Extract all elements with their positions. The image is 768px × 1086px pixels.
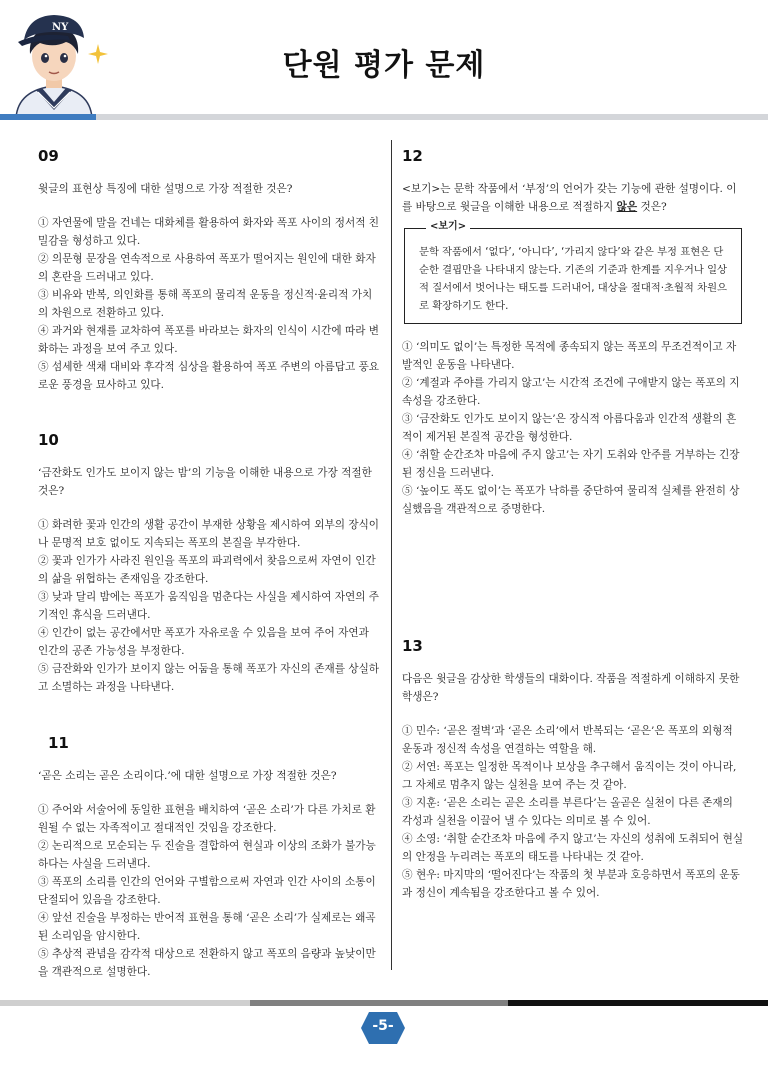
answer-option-4[interactable]: ④ 앞선 진술을 부정하는 반어적 표현을 통해 ‘곧은 소리’가 실제로는 왜곡된 소리임을 암시한다. [38,912,376,942]
question-number: 13 [402,637,423,655]
page-number: -5- [372,1018,394,1034]
answer-option-1[interactable]: ① 화려한 꽃과 인간의 생활 공간이 부재한 상황을 제시하여 외부의 장식이나 문명적 보호 없이도 지속되는 폭포의 본질을 부각한다. [38,519,380,549]
footer-rule [0,1000,768,1006]
answer-option-3[interactable]: ③ 지훈: ‘곧은 소리는 곧은 소리를 부른다’는 올곧은 실천이 다른 존재의 각성과 실천을 이끌어 낼 수 있다는 의미로 볼 수 있어. [402,797,733,827]
question-stem: 윗글의 표현상 특징에 대한 설명으로 가장 적절한 것은? [38,183,293,195]
question-number: 11 [48,734,69,752]
answer-option-4[interactable]: ④ 소영: ‘취할 순간조차 마음에 주지 않고’는 자신의 성취에 도취되어 현실의 안정을 누리려는 폭포의 태도를 나타내는 것 같아. [402,833,744,863]
answer-option-3[interactable]: ③ ‘금잔화도 인가도 보이지 않는’은 장식적 아름다움과 인간적 생활의 흔적이 제거된 본질적 공간을 형성한다. [402,413,737,443]
footer-rule-dark [508,1000,768,1006]
question-number: 12 [402,147,423,165]
question-10 [38,430,382,696]
question-09 [38,146,382,394]
column-divider [391,140,392,970]
answer-option-2[interactable]: ② ‘계절과 주야를 가리지 않고’는 시간적 조건에 구애받지 않는 폭포의 지속성을 강조한다. [402,377,740,407]
answer-option-5[interactable]: ⑤ 추상적 관념을 감각적 대상으로 전환하지 않고 폭포의 음량과 높낮이만을 객관적으로 설명한다. [38,948,376,978]
question-13 [402,636,744,902]
footer-rule-mid [250,1000,508,1006]
answer-option-2[interactable]: ② 논리적으로 모순되는 두 진술을 결합하여 현실과 이상의 조화가 불가능하다는 사실을 드러낸다. [38,840,376,870]
reference-box-label: <보기> [426,219,470,235]
answer-option-5[interactable]: ⑤ ‘높이도 폭도 없이’는 폭포가 낙하를 중단하여 물리적 실체를 완전히 상실했음을 객관적으로 증명한다. [402,485,740,515]
question-11 [38,733,382,981]
svg-text:NY: NY [52,22,69,33]
header-rule [0,114,768,120]
answer-option-1[interactable]: ① 자연물에 말을 건네는 대화체를 활용하여 화자와 폭포 사이의 정서적 친밀감을 형성하고 있다. [38,217,380,247]
question-12 [402,146,744,518]
answer-option-5[interactable]: ⑤ 현우: 마지막의 ‘떨어진다’는 작품의 첫 부분과 호응하면서 폭포의 운동과 정신이 계속됨을 강조한다고 볼 수 있어. [402,869,740,899]
answer-option-3[interactable]: ③ 폭포의 소리를 인간의 언어와 구별함으로써 자연과 인간 사이의 소통이 단절되어 있음을 강조한다. [38,876,376,906]
footer-rule-light [0,1000,250,1006]
answer-option-2[interactable]: ② 서연: 폭포는 일정한 목적이나 보상을 추구해서 움직이는 것이 아니라, 그 자체로 멈추지 않는 실천을 보여 주는 것 같아. [402,761,737,791]
question-stem: ‘금잔화도 인가도 보이지 않는 밤’의 기능을 이해한 내용으로 가장 적절한 것은? [38,467,372,497]
answer-option-1[interactable]: ① 민수: ‘곧은 절벽’과 ‘곧은 소리’에서 반복되는 ‘곧은’은 폭포의 외형적 운동과 정신적 속성을 연결하는 역할을 해. [402,725,733,755]
answer-option-4[interactable]: ④ 과거와 현재를 교차하여 폭포를 바라보는 화자의 인식이 시간에 따라 변화하는 과정을 보여 주고 있다. [38,325,380,355]
question-stem: 다음은 윗글을 감상한 학생들의 대화이다. 작품을 적절하게 이해하지 못한 학생은? [402,673,740,703]
answer-option-3[interactable]: ③ 낮과 달리 밤에는 폭포가 움직임을 멈춘다는 사실을 제시하여 자연의 주기적인 휴식을 드러낸다. [38,591,380,621]
question-stem-emphasis: 않은 [616,201,638,213]
answer-option-1[interactable]: ① ‘의미도 없이’는 특정한 목적에 종속되지 않는 폭포의 무조건적이고 자발적인 운동을 나타낸다. [402,341,737,371]
answer-option-5[interactable]: ⑤ 금잔화와 인가가 보이지 않는 어둠을 통해 폭포가 자신의 존재를 상실하고 소멸하는 과정을 나타낸다. [38,663,380,693]
question-stem-text: <보기>는 문학 작품에서 ‘부정’의 언어가 갖는 기능에 관한 설명이다. 이를 바탕으로 윗글을 이해한 내용으로 적절하지 [402,183,737,213]
reference-box [404,221,742,324]
answer-option-3[interactable]: ③ 비유와 반복, 의인화를 통해 폭포의 물리적 운동을 정신적·윤리적 가치의 차원으로 전환하고 있다. [38,289,373,319]
question-number: 09 [38,147,59,165]
answer-option-5[interactable]: ⑤ 섬세한 색채 대비와 후각적 심상을 활용하여 폭포 주변의 아름답고 풍요로운 풍경을 묘사하고 있다. [38,361,380,391]
question-number: 10 [38,431,59,449]
reference-box-body: 문학 작품에서 ‘없다’, ‘아니다’, ‘가리지 않다’와 같은 부정 표현은 단순한 결핍만을 나타내지 않는다. 기존의 기준과 한계를 지우거나 일상적 질서에서 벗어나는 태도를 드러내어, 대상을 절대적·초월적 차원으로 확장하기도 한다. [404,228,742,324]
answer-option-2[interactable]: ② 의문형 문장을 연속적으로 사용하여 폭포가 떨어지는 원인에 대한 화자의 혼란을 드러내고 있다. [38,253,376,283]
answer-option-4[interactable]: ④ ‘취할 순간조차 마음에 주지 않고’는 자기 도취와 안주를 거부하는 긴장된 정신을 드러낸다. [402,449,740,479]
answer-option-4[interactable]: ④ 인간이 없는 공간에서만 폭포가 자유로울 수 있음을 보여 주어 자연과 인간의 공존 가능성을 부정한다. [38,627,369,657]
page-title: 단원 평가 문제 [282,48,486,83]
header-rule-accent [0,114,96,120]
answer-option-1[interactable]: ① 주어와 서술어에 동일한 표현을 배치하여 ‘곧은 소리’가 다른 가치로 환원될 수 없는 자족적이고 절대적인 것임을 강조한다. [38,804,376,834]
question-stem: ‘곧은 소리는 곧은 소리이다.’에 대한 설명으로 가장 적절한 것은? [38,770,337,782]
answer-option-2[interactable]: ② 꽃과 인가가 사라진 원인을 폭포의 파괴력에서 찾음으로써 자연이 인간의 삶을 위협하는 존재임을 강조한다. [38,555,376,585]
page-header [0,0,768,122]
question-stem-tail: 것은? [637,201,667,213]
question-stem [402,180,744,216]
